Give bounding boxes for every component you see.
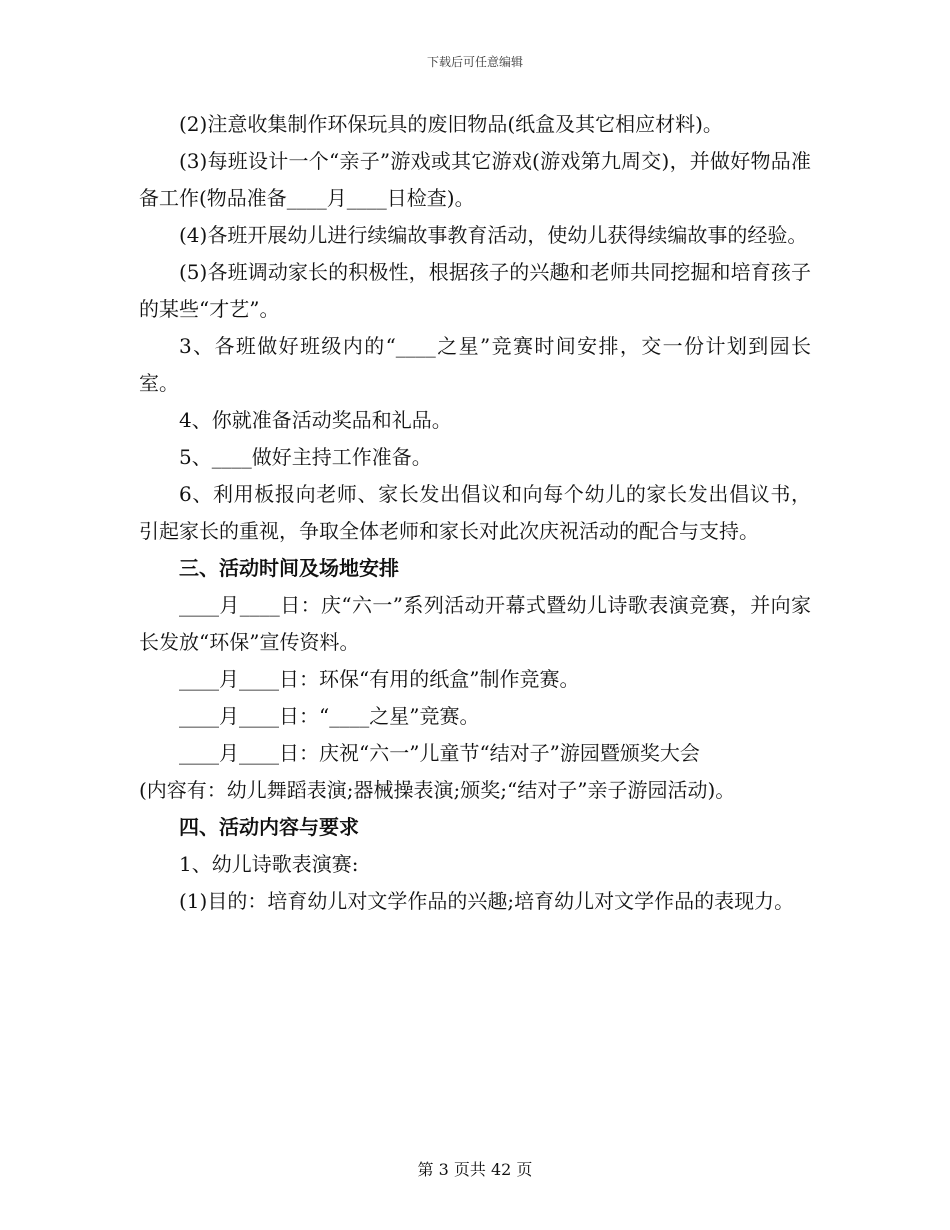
paragraph-item-5: (5)各班调动家长的积极性，根据孩子的兴趣和老师共同挖掘和培育孩子的某些“才艺”。 bbox=[139, 260, 811, 321]
paragraph-proposal: 6、利用板报向老师、家长发出倡议和向每个幼儿的家长发出倡议书，引起家长的重视，争取全体老师和家长对此次庆祝活动的配合与支持。 bbox=[139, 482, 811, 543]
section-heading-content: 四、活动内容与要求 bbox=[179, 815, 359, 839]
subheading-poetry: 1、幼儿诗歌表演赛: bbox=[179, 852, 359, 876]
page-footer: 第 3 页共 42 页 bbox=[417, 1160, 533, 1179]
section-heading-schedule: 三、活动时间及场地安排 bbox=[179, 556, 399, 580]
paragraph-item-3: (3)每班设计一个“亲子”游戏或其它游戏(游戏第九周交)，并做好物品准备工作(物品准备____月____日检查)。 bbox=[139, 149, 811, 210]
paragraph-item-4: (4)各班开展幼儿进行续编故事教育活动，使幼儿获得续编故事的经验。 bbox=[179, 223, 808, 247]
schedule-item-carnival: ____月____日：庆祝“六一”儿童节“结对子”游园暨颁奖大会 bbox=[179, 741, 700, 765]
schedule-item-star: ____月____日：“____之星”竞赛。 bbox=[179, 704, 480, 728]
page-header: 下载后可任意编辑 bbox=[426, 55, 523, 69]
paragraph-host: 5、____做好主持工作准备。 bbox=[179, 445, 432, 469]
document-body bbox=[139, 106, 811, 920]
schedule-item-carnival-details: (内容有：幼儿舞蹈表演;器械操表演;颁奖;“结对子”亲子游园活动)。 bbox=[139, 778, 736, 802]
paragraph-item-2: (2)注意收集制作环保玩具的废旧物品(纸盒及其它相应材料)。 bbox=[179, 112, 723, 136]
paragraph-star-competition: 3、各班做好班级内的“____之星”竞赛时间安排，交一份计划到园长室。 bbox=[139, 334, 811, 395]
paragraph-purpose: (1)目的：培育幼儿对文学作品的兴趣;培育幼儿对文学作品的表现力。 bbox=[179, 889, 795, 913]
paragraph-prizes: 4、你就准备活动奖品和礼品。 bbox=[179, 408, 452, 432]
schedule-item-carton: ____月____日：环保“有用的纸盒”制作竞赛。 bbox=[179, 667, 580, 691]
schedule-item-opening: ____月____日：庆“六一”系列活动开幕式暨幼儿诗歌表演竞赛，并向家长发放“环保”宣传资料。 bbox=[139, 593, 811, 654]
